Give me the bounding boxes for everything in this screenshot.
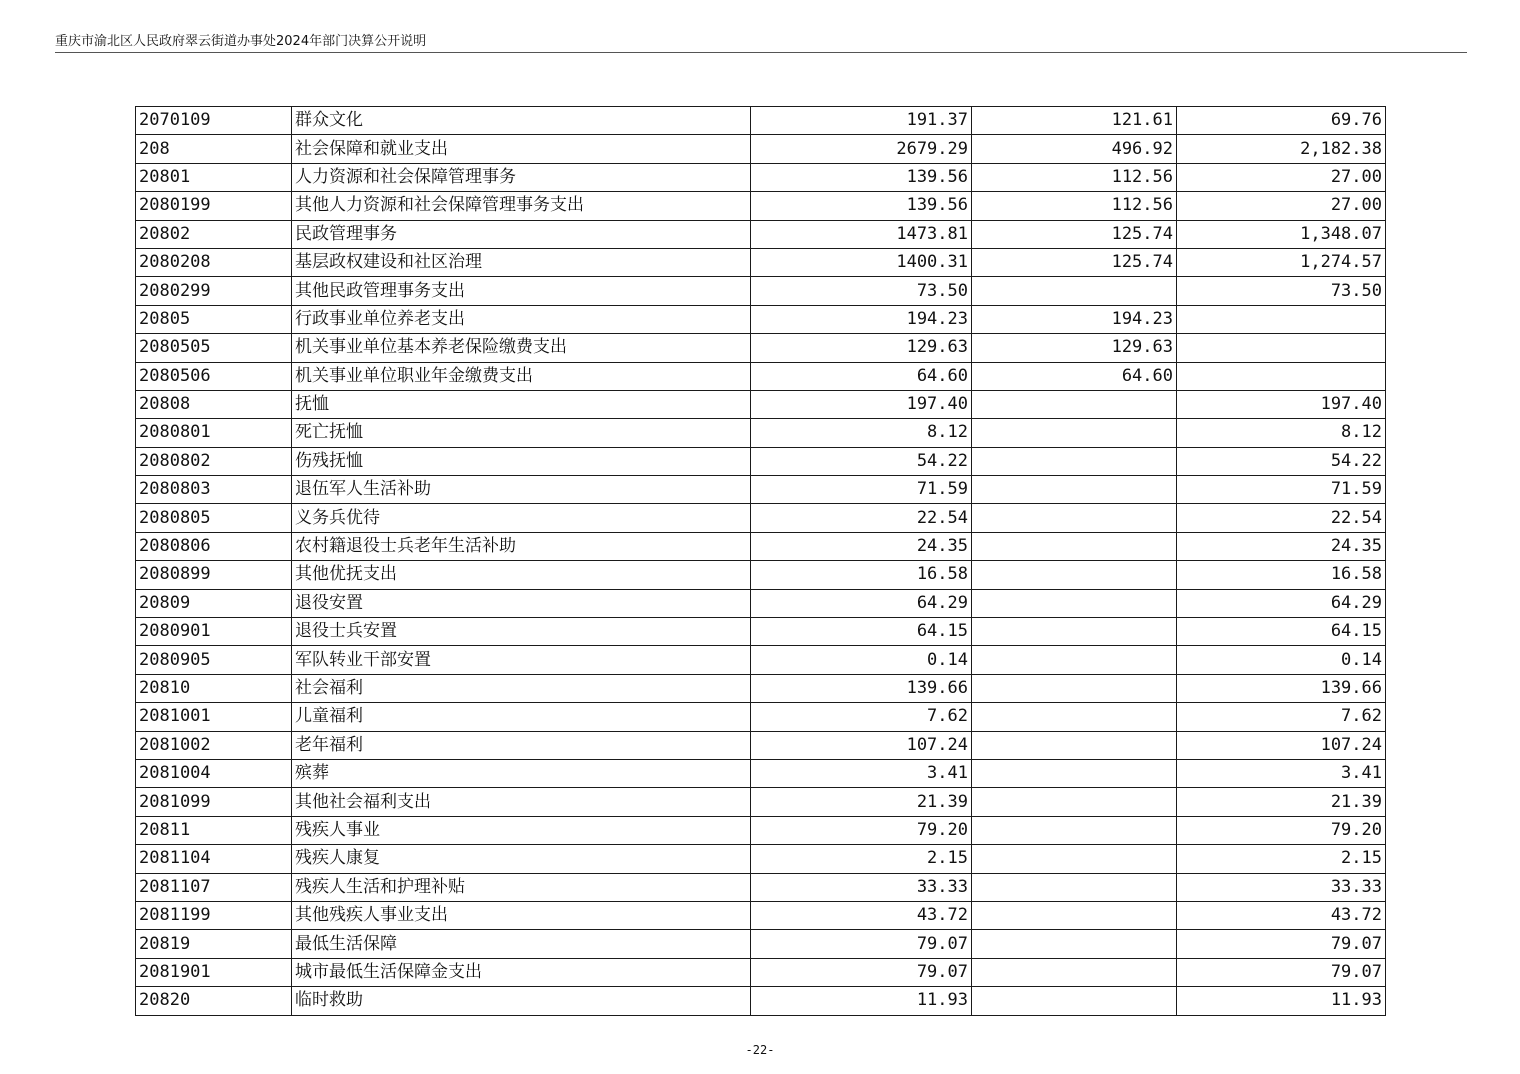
cell-project-expenditure: 16.58 — [1177, 561, 1386, 589]
table-row — [136, 618, 1386, 646]
cell-basic-expenditure — [972, 390, 1177, 418]
cell-subject-name: 基层政权建设和社区治理 — [292, 248, 751, 276]
table-row — [136, 987, 1386, 1015]
cell-total-amount: 1400.31 — [751, 248, 972, 276]
table-row — [136, 419, 1386, 447]
cell-basic-expenditure — [972, 788, 1177, 816]
table-row — [136, 305, 1386, 333]
header-divider — [55, 52, 1467, 53]
table-row — [136, 731, 1386, 759]
cell-total-amount: 194.23 — [751, 305, 972, 333]
cell-subject-code: 2081104 — [136, 845, 292, 873]
cell-total-amount: 129.63 — [751, 334, 972, 362]
cell-subject-code: 2080805 — [136, 504, 292, 532]
table-row — [136, 816, 1386, 844]
cell-project-expenditure: 0.14 — [1177, 646, 1386, 674]
table-row — [136, 248, 1386, 276]
cell-basic-expenditure — [972, 674, 1177, 702]
cell-basic-expenditure — [972, 759, 1177, 787]
cell-subject-name: 军队转业干部安置 — [292, 646, 751, 674]
cell-total-amount: 43.72 — [751, 901, 972, 929]
cell-basic-expenditure — [972, 845, 1177, 873]
cell-basic-expenditure: 125.74 — [972, 220, 1177, 248]
cell-subject-code: 2080505 — [136, 334, 292, 362]
cell-subject-code: 208 — [136, 135, 292, 163]
cell-basic-expenditure — [972, 589, 1177, 617]
cell-project-expenditure: 197.40 — [1177, 390, 1386, 418]
cell-subject-code: 2080803 — [136, 476, 292, 504]
cell-project-expenditure: 22.54 — [1177, 504, 1386, 532]
cell-basic-expenditure: 112.56 — [972, 192, 1177, 220]
cell-subject-name: 义务兵优待 — [292, 504, 751, 532]
table-row — [136, 532, 1386, 560]
table-row — [136, 845, 1386, 873]
cell-project-expenditure: 107.24 — [1177, 731, 1386, 759]
expenditure-table — [135, 106, 1386, 1016]
cell-basic-expenditure — [972, 930, 1177, 958]
cell-basic-expenditure — [972, 476, 1177, 504]
cell-project-expenditure: 73.50 — [1177, 277, 1386, 305]
cell-total-amount: 197.40 — [751, 390, 972, 418]
cell-subject-name: 最低生活保障 — [292, 930, 751, 958]
cell-subject-code: 2081107 — [136, 873, 292, 901]
cell-project-expenditure: 11.93 — [1177, 987, 1386, 1015]
cell-total-amount: 79.07 — [751, 958, 972, 986]
cell-subject-code: 2080208 — [136, 248, 292, 276]
cell-basic-expenditure — [972, 504, 1177, 532]
cell-subject-name: 死亡抚恤 — [292, 419, 751, 447]
cell-subject-code: 20805 — [136, 305, 292, 333]
cell-basic-expenditure — [972, 703, 1177, 731]
expenditure-table-body — [136, 107, 1386, 1016]
cell-basic-expenditure — [972, 901, 1177, 929]
cell-subject-code: 20811 — [136, 816, 292, 844]
table-row — [136, 674, 1386, 702]
cell-subject-code: 2080199 — [136, 192, 292, 220]
cell-subject-name: 儿童福利 — [292, 703, 751, 731]
cell-project-expenditure: 69.76 — [1177, 107, 1386, 135]
cell-project-expenditure: 54.22 — [1177, 447, 1386, 475]
cell-subject-name: 人力资源和社会保障管理事务 — [292, 163, 751, 191]
cell-basic-expenditure — [972, 277, 1177, 305]
cell-project-expenditure: 8.12 — [1177, 419, 1386, 447]
cell-basic-expenditure: 496.92 — [972, 135, 1177, 163]
table-row — [136, 163, 1386, 191]
cell-basic-expenditure: 129.63 — [972, 334, 1177, 362]
cell-subject-code: 2081099 — [136, 788, 292, 816]
table-row — [136, 192, 1386, 220]
cell-subject-code: 2081901 — [136, 958, 292, 986]
cell-project-expenditure: 79.20 — [1177, 816, 1386, 844]
cell-project-expenditure: 21.39 — [1177, 788, 1386, 816]
cell-subject-name: 退伍军人生活补助 — [292, 476, 751, 504]
table-row — [136, 334, 1386, 362]
cell-subject-code: 2081199 — [136, 901, 292, 929]
cell-total-amount: 54.22 — [751, 447, 972, 475]
cell-subject-name: 殡葬 — [292, 759, 751, 787]
cell-subject-code: 2080806 — [136, 532, 292, 560]
cell-basic-expenditure: 112.56 — [972, 163, 1177, 191]
cell-subject-name: 机关事业单位职业年金缴费支出 — [292, 362, 751, 390]
cell-subject-code: 2080899 — [136, 561, 292, 589]
table-row — [136, 447, 1386, 475]
cell-total-amount: 139.56 — [751, 192, 972, 220]
table-row — [136, 561, 1386, 589]
cell-total-amount: 22.54 — [751, 504, 972, 532]
cell-project-expenditure: 139.66 — [1177, 674, 1386, 702]
expenditure-table-container — [135, 106, 1386, 1016]
cell-subject-name: 行政事业单位养老支出 — [292, 305, 751, 333]
cell-basic-expenditure — [972, 618, 1177, 646]
cell-basic-expenditure — [972, 731, 1177, 759]
cell-basic-expenditure: 125.74 — [972, 248, 1177, 276]
cell-subject-code: 20801 — [136, 163, 292, 191]
cell-subject-code: 2080905 — [136, 646, 292, 674]
cell-total-amount: 11.93 — [751, 987, 972, 1015]
cell-subject-code: 2080802 — [136, 447, 292, 475]
cell-basic-expenditure: 64.60 — [972, 362, 1177, 390]
cell-project-expenditure: 64.29 — [1177, 589, 1386, 617]
cell-subject-code: 2080801 — [136, 419, 292, 447]
cell-subject-name: 残疾人事业 — [292, 816, 751, 844]
cell-subject-code: 20802 — [136, 220, 292, 248]
cell-subject-name: 残疾人生活和护理补贴 — [292, 873, 751, 901]
cell-project-expenditure — [1177, 305, 1386, 333]
cell-subject-code: 2081001 — [136, 703, 292, 731]
table-row — [136, 220, 1386, 248]
cell-basic-expenditure: 121.61 — [972, 107, 1177, 135]
table-row — [136, 873, 1386, 901]
table-row — [136, 277, 1386, 305]
table-row — [136, 504, 1386, 532]
cell-total-amount: 139.56 — [751, 163, 972, 191]
table-row — [136, 390, 1386, 418]
cell-subject-name: 社会福利 — [292, 674, 751, 702]
cell-subject-name: 退役士兵安置 — [292, 618, 751, 646]
cell-subject-name: 残疾人康复 — [292, 845, 751, 873]
cell-subject-code: 2081002 — [136, 731, 292, 759]
cell-project-expenditure: 2,182.38 — [1177, 135, 1386, 163]
cell-total-amount: 16.58 — [751, 561, 972, 589]
table-row — [136, 646, 1386, 674]
cell-total-amount: 33.33 — [751, 873, 972, 901]
cell-project-expenditure: 2.15 — [1177, 845, 1386, 873]
cell-subject-code: 2070109 — [136, 107, 292, 135]
cell-basic-expenditure — [972, 987, 1177, 1015]
table-row — [136, 107, 1386, 135]
cell-project-expenditure: 27.00 — [1177, 192, 1386, 220]
cell-subject-code: 2080506 — [136, 362, 292, 390]
cell-basic-expenditure — [972, 873, 1177, 901]
cell-basic-expenditure — [972, 532, 1177, 560]
table-row — [136, 901, 1386, 929]
cell-total-amount: 2.15 — [751, 845, 972, 873]
cell-total-amount: 1473.81 — [751, 220, 972, 248]
cell-total-amount: 139.66 — [751, 674, 972, 702]
cell-subject-name: 其他残疾人事业支出 — [292, 901, 751, 929]
cell-subject-name: 其他民政管理事务支出 — [292, 277, 751, 305]
cell-subject-name: 城市最低生活保障金支出 — [292, 958, 751, 986]
cell-project-expenditure — [1177, 362, 1386, 390]
cell-subject-name: 机关事业单位基本养老保险缴费支出 — [292, 334, 751, 362]
table-row — [136, 703, 1386, 731]
cell-basic-expenditure: 194.23 — [972, 305, 1177, 333]
cell-basic-expenditure — [972, 646, 1177, 674]
cell-total-amount: 2679.29 — [751, 135, 972, 163]
cell-total-amount: 7.62 — [751, 703, 972, 731]
cell-project-expenditure: 1,348.07 — [1177, 220, 1386, 248]
cell-subject-name: 退役安置 — [292, 589, 751, 617]
cell-basic-expenditure — [972, 447, 1177, 475]
cell-subject-name: 其他社会福利支出 — [292, 788, 751, 816]
cell-project-expenditure: 71.59 — [1177, 476, 1386, 504]
cell-subject-name: 伤残抚恤 — [292, 447, 751, 475]
cell-total-amount: 21.39 — [751, 788, 972, 816]
cell-subject-name: 临时救助 — [292, 987, 751, 1015]
cell-subject-code: 20809 — [136, 589, 292, 617]
cell-subject-code: 2081004 — [136, 759, 292, 787]
cell-project-expenditure: 7.62 — [1177, 703, 1386, 731]
table-row — [136, 759, 1386, 787]
cell-total-amount: 107.24 — [751, 731, 972, 759]
cell-subject-code: 2080299 — [136, 277, 292, 305]
cell-total-amount: 71.59 — [751, 476, 972, 504]
cell-project-expenditure — [1177, 334, 1386, 362]
cell-total-amount: 191.37 — [751, 107, 972, 135]
cell-project-expenditure: 79.07 — [1177, 958, 1386, 986]
cell-subject-name: 群众文化 — [292, 107, 751, 135]
cell-subject-name: 农村籍退役士兵老年生活补助 — [292, 532, 751, 560]
cell-total-amount: 24.35 — [751, 532, 972, 560]
page-header-title: 重庆市渝北区人民政府翠云街道办事处2024年部门决算公开说明 — [55, 34, 427, 49]
cell-subject-code: 2080901 — [136, 618, 292, 646]
page-number: -22- — [745, 1043, 775, 1057]
table-row — [136, 476, 1386, 504]
cell-project-expenditure: 64.15 — [1177, 618, 1386, 646]
table-row — [136, 589, 1386, 617]
cell-total-amount: 3.41 — [751, 759, 972, 787]
cell-subject-name: 其他优抚支出 — [292, 561, 751, 589]
cell-subject-name: 社会保障和就业支出 — [292, 135, 751, 163]
cell-subject-code: 20810 — [136, 674, 292, 702]
cell-total-amount: 8.12 — [751, 419, 972, 447]
cell-total-amount: 73.50 — [751, 277, 972, 305]
table-row — [136, 958, 1386, 986]
cell-total-amount: 64.29 — [751, 589, 972, 617]
cell-project-expenditure: 27.00 — [1177, 163, 1386, 191]
cell-subject-code: 20820 — [136, 987, 292, 1015]
cell-project-expenditure: 24.35 — [1177, 532, 1386, 560]
cell-subject-code: 20819 — [136, 930, 292, 958]
table-row — [136, 788, 1386, 816]
cell-subject-name: 民政管理事务 — [292, 220, 751, 248]
cell-total-amount: 64.15 — [751, 618, 972, 646]
cell-project-expenditure: 3.41 — [1177, 759, 1386, 787]
table-row — [136, 930, 1386, 958]
cell-total-amount: 0.14 — [751, 646, 972, 674]
cell-total-amount: 79.20 — [751, 816, 972, 844]
cell-basic-expenditure — [972, 561, 1177, 589]
table-row — [136, 135, 1386, 163]
cell-project-expenditure: 33.33 — [1177, 873, 1386, 901]
cell-project-expenditure: 1,274.57 — [1177, 248, 1386, 276]
cell-basic-expenditure — [972, 958, 1177, 986]
cell-subject-name: 老年福利 — [292, 731, 751, 759]
cell-total-amount: 64.60 — [751, 362, 972, 390]
cell-basic-expenditure — [972, 419, 1177, 447]
cell-subject-code: 20808 — [136, 390, 292, 418]
cell-project-expenditure: 79.07 — [1177, 930, 1386, 958]
cell-basic-expenditure — [972, 816, 1177, 844]
cell-subject-name: 抚恤 — [292, 390, 751, 418]
cell-subject-name: 其他人力资源和社会保障管理事务支出 — [292, 192, 751, 220]
cell-total-amount: 79.07 — [751, 930, 972, 958]
table-row — [136, 362, 1386, 390]
cell-project-expenditure: 43.72 — [1177, 901, 1386, 929]
